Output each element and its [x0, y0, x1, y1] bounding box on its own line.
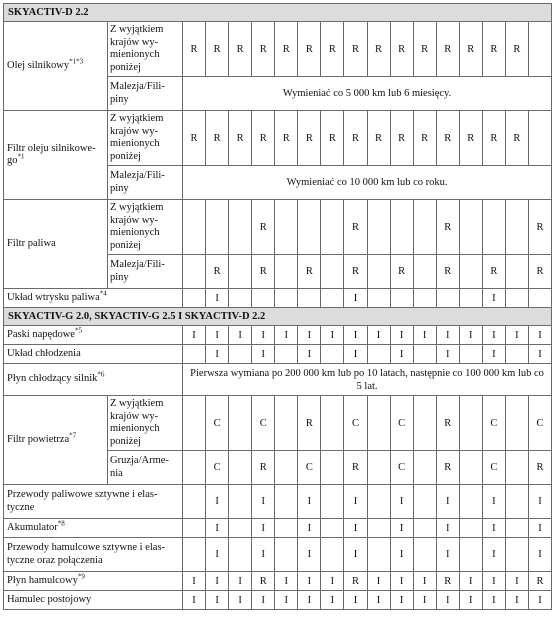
- row-label-text: Układ chłodzenia: [7, 347, 81, 359]
- schedule-cell: [298, 200, 321, 255]
- schedule-cell: R: [344, 22, 367, 77]
- schedule-cell: [367, 255, 390, 289]
- table-row: [4, 538, 552, 572]
- schedule-cell: I: [482, 519, 505, 538]
- schedule-cell: [252, 289, 275, 308]
- row-label-text: Filtr powietrza: [7, 433, 70, 445]
- schedule-cell: I: [390, 591, 413, 610]
- schedule-cell: R: [436, 451, 459, 485]
- schedule-cell: R: [459, 111, 482, 166]
- schedule-cell: I: [229, 591, 252, 610]
- schedule-cell: C: [390, 396, 413, 451]
- schedule-cell: R: [482, 22, 505, 77]
- schedule-cell: I: [367, 591, 390, 610]
- schedule-cell: I: [528, 591, 551, 610]
- schedule-cell: [183, 200, 206, 255]
- schedule-cell: [275, 485, 298, 519]
- schedule-cell: [413, 200, 436, 255]
- table-row: [4, 22, 552, 77]
- row-label-text: Przewody hamulcowe sztywne i elas-tyczne oraz połączenia: [7, 542, 166, 566]
- row-label: [4, 396, 108, 485]
- schedule-cell: [459, 289, 482, 308]
- interval-note: Pierwsza wymiana po 200 000 km lub po 10 latach, następnie co 100 000 km lub co 5 lat.: [183, 364, 552, 396]
- region-label: Malezja/Fili-piny: [108, 166, 183, 200]
- schedule-cell: R: [436, 396, 459, 451]
- schedule-cell: R: [298, 22, 321, 77]
- schedule-cell: [321, 289, 344, 308]
- schedule-cell: [321, 519, 344, 538]
- schedule-cell: R: [436, 255, 459, 289]
- schedule-cell: R: [252, 22, 275, 77]
- schedule-cell: R: [252, 111, 275, 166]
- schedule-cell: I: [275, 572, 298, 591]
- schedule-cell: I: [390, 519, 413, 538]
- schedule-cell: R: [183, 22, 206, 77]
- schedule-cell: I: [390, 485, 413, 519]
- schedule-cell: [505, 485, 528, 519]
- schedule-cell: [367, 519, 390, 538]
- schedule-cell: [528, 289, 551, 308]
- schedule-cell: R: [528, 451, 551, 485]
- footnote-marker: *7: [69, 431, 77, 440]
- schedule-cell: [367, 289, 390, 308]
- schedule-cell: [229, 538, 252, 572]
- schedule-cell: I: [482, 326, 505, 345]
- schedule-cell: I: [344, 485, 367, 519]
- schedule-cell: I: [183, 591, 206, 610]
- schedule-cell: C: [252, 396, 275, 451]
- schedule-cell: R: [252, 451, 275, 485]
- schedule-cell: I: [252, 519, 275, 538]
- schedule-cell: I: [367, 326, 390, 345]
- region-label: Malezja/Fili-piny: [108, 77, 183, 111]
- schedule-cell: R: [436, 111, 459, 166]
- schedule-cell: I: [298, 519, 321, 538]
- schedule-cell: R: [252, 572, 275, 591]
- schedule-cell: I: [206, 519, 229, 538]
- schedule-cell: I: [344, 591, 367, 610]
- schedule-cell: I: [482, 485, 505, 519]
- schedule-cell: R: [436, 200, 459, 255]
- schedule-cell: C: [482, 396, 505, 451]
- footnote-marker: *5: [74, 326, 82, 335]
- schedule-cell: [229, 345, 252, 364]
- table-row: [4, 364, 552, 396]
- schedule-cell: R: [321, 111, 344, 166]
- schedule-cell: R: [390, 22, 413, 77]
- schedule-cell: I: [436, 485, 459, 519]
- region-label: Z wyjątkiem krajów wy-mienionych poniżej: [108, 200, 183, 255]
- schedule-cell: [229, 519, 252, 538]
- schedule-cell: [321, 538, 344, 572]
- schedule-cell: [505, 451, 528, 485]
- schedule-cell: I: [252, 345, 275, 364]
- schedule-cell: [275, 451, 298, 485]
- schedule-cell: R: [436, 572, 459, 591]
- schedule-cell: R: [275, 22, 298, 77]
- schedule-cell: [183, 485, 206, 519]
- schedule-cell: I: [390, 538, 413, 572]
- schedule-cell: I: [459, 326, 482, 345]
- row-label-text: Płyn hamulcowy: [7, 574, 78, 586]
- table-row: [4, 200, 552, 255]
- schedule-cell: R: [298, 111, 321, 166]
- schedule-cell: I: [413, 591, 436, 610]
- region-label: Gruzja/Arme-nia: [108, 451, 183, 485]
- schedule-cell: [275, 200, 298, 255]
- schedule-cell: [482, 200, 505, 255]
- schedule-cell: [505, 519, 528, 538]
- schedule-cell: I: [344, 345, 367, 364]
- schedule-cell: I: [482, 289, 505, 308]
- row-label-text: Akumulator: [7, 521, 58, 533]
- schedule-cell: [459, 451, 482, 485]
- schedule-cell: I: [459, 572, 482, 591]
- schedule-cell: I: [344, 538, 367, 572]
- schedule-cell: I: [206, 485, 229, 519]
- schedule-cell: [413, 519, 436, 538]
- schedule-cell: [229, 396, 252, 451]
- schedule-cell: [183, 289, 206, 308]
- table-row: [4, 289, 552, 308]
- schedule-cell: [229, 451, 252, 485]
- schedule-cell: I: [436, 591, 459, 610]
- footnote-marker: *9: [77, 572, 85, 581]
- schedule-cell: R: [298, 255, 321, 289]
- region-label: Z wyjątkiem krajów wy-mienionych poniżej: [108, 22, 183, 77]
- schedule-cell: I: [206, 345, 229, 364]
- row-label-text: Paski napędowe: [7, 328, 75, 340]
- schedule-cell: I: [321, 326, 344, 345]
- schedule-cell: [275, 396, 298, 451]
- row-label: [4, 345, 183, 364]
- schedule-cell: [413, 289, 436, 308]
- interval-note: Wymieniać co 5 000 km lub 6 miesięcy.: [183, 77, 552, 111]
- schedule-cell: [505, 345, 528, 364]
- schedule-cell: C: [206, 396, 229, 451]
- schedule-cell: [298, 289, 321, 308]
- schedule-cell: [413, 485, 436, 519]
- schedule-cell: I: [505, 326, 528, 345]
- schedule-cell: [321, 451, 344, 485]
- schedule-cell: R: [413, 111, 436, 166]
- schedule-cell: R: [298, 396, 321, 451]
- row-label: [4, 538, 183, 572]
- schedule-cell: R: [436, 22, 459, 77]
- schedule-cell: I: [390, 345, 413, 364]
- schedule-cell: [505, 396, 528, 451]
- schedule-cell: R: [344, 451, 367, 485]
- schedule-cell: I: [206, 538, 229, 572]
- schedule-cell: [459, 538, 482, 572]
- schedule-cell: I: [528, 519, 551, 538]
- schedule-cell: [229, 485, 252, 519]
- schedule-cell: [367, 396, 390, 451]
- schedule-cell: I: [252, 326, 275, 345]
- schedule-cell: [183, 451, 206, 485]
- schedule-cell: I: [298, 591, 321, 610]
- schedule-cell: R: [344, 200, 367, 255]
- schedule-cell: R: [528, 572, 551, 591]
- schedule-cell: [459, 485, 482, 519]
- region-label: Malezja/Fili-piny: [108, 255, 183, 289]
- schedule-cell: I: [206, 572, 229, 591]
- schedule-cell: [413, 451, 436, 485]
- schedule-cell: I: [298, 572, 321, 591]
- row-label: [4, 111, 108, 200]
- schedule-cell: R: [505, 22, 528, 77]
- table-row: [4, 485, 552, 519]
- schedule-cell: I: [413, 572, 436, 591]
- schedule-cell: [275, 538, 298, 572]
- schedule-cell: [229, 289, 252, 308]
- schedule-cell: I: [298, 485, 321, 519]
- schedule-cell: [367, 538, 390, 572]
- schedule-cell: R: [344, 572, 367, 591]
- schedule-cell: [367, 485, 390, 519]
- row-label: [4, 364, 183, 396]
- schedule-cell: [459, 519, 482, 538]
- region-label: Z wyjątkiem krajów wy-mienionych poniżej: [108, 396, 183, 451]
- maintenance-schedule-table: [3, 3, 552, 610]
- schedule-cell: I: [413, 326, 436, 345]
- schedule-cell: [183, 538, 206, 572]
- schedule-cell: I: [298, 538, 321, 572]
- row-label-text: Hamulec postojowy: [7, 593, 92, 605]
- schedule-cell: [528, 111, 551, 166]
- schedule-cell: [390, 200, 413, 255]
- schedule-cell: R: [390, 111, 413, 166]
- section-title: SKYACTIV-D 2.2: [4, 4, 552, 22]
- schedule-cell: I: [344, 289, 367, 308]
- schedule-cell: R: [229, 22, 252, 77]
- schedule-cell: I: [206, 326, 229, 345]
- schedule-cell: R: [367, 22, 390, 77]
- schedule-cell: I: [390, 572, 413, 591]
- schedule-cell: [459, 345, 482, 364]
- schedule-cell: I: [183, 326, 206, 345]
- schedule-cell: C: [206, 451, 229, 485]
- schedule-cell: I: [206, 591, 229, 610]
- schedule-cell: C: [482, 451, 505, 485]
- footnote-marker: *4: [99, 289, 107, 298]
- schedule-cell: [275, 345, 298, 364]
- footnote-marker: *6: [97, 370, 105, 379]
- table-row: [4, 111, 552, 166]
- schedule-cell: R: [275, 111, 298, 166]
- table-row: [4, 396, 552, 451]
- footnote-marker: *8: [57, 519, 65, 528]
- schedule-cell: R: [252, 200, 275, 255]
- row-label: [4, 326, 183, 345]
- row-label-text: Płyn chłodzący silnik: [7, 373, 98, 385]
- schedule-cell: C: [298, 451, 321, 485]
- schedule-cell: I: [183, 572, 206, 591]
- schedule-cell: [229, 200, 252, 255]
- section-header: [4, 308, 552, 326]
- footnote-marker: *1: [17, 152, 25, 161]
- schedule-cell: [505, 200, 528, 255]
- schedule-cell: [436, 289, 459, 308]
- interval-note: Wymieniać co 10 000 km lub co roku.: [183, 166, 552, 200]
- schedule-cell: [206, 200, 229, 255]
- schedule-cell: [183, 519, 206, 538]
- row-label: [4, 22, 108, 111]
- schedule-cell: I: [482, 591, 505, 610]
- schedule-cell: I: [436, 538, 459, 572]
- schedule-cell: [413, 345, 436, 364]
- schedule-cell: R: [344, 111, 367, 166]
- schedule-cell: [459, 200, 482, 255]
- schedule-cell: I: [505, 572, 528, 591]
- schedule-cell: I: [528, 326, 551, 345]
- schedule-cell: I: [528, 538, 551, 572]
- schedule-cell: C: [528, 396, 551, 451]
- schedule-cell: [321, 485, 344, 519]
- schedule-cell: I: [436, 345, 459, 364]
- schedule-cell: [367, 451, 390, 485]
- schedule-cell: I: [482, 538, 505, 572]
- row-label: [4, 519, 183, 538]
- schedule-cell: [275, 519, 298, 538]
- schedule-cell: I: [528, 485, 551, 519]
- table-row: [4, 345, 552, 364]
- schedule-cell: I: [367, 572, 390, 591]
- row-label-text: Filtr oleju silnikowe-go: [7, 142, 96, 166]
- schedule-cell: C: [344, 396, 367, 451]
- schedule-cell: [321, 345, 344, 364]
- schedule-cell: I: [206, 289, 229, 308]
- schedule-cell: [413, 255, 436, 289]
- schedule-cell: [413, 396, 436, 451]
- schedule-cell: R: [252, 255, 275, 289]
- schedule-cell: R: [482, 255, 505, 289]
- schedule-cell: R: [459, 22, 482, 77]
- schedule-cell: [505, 255, 528, 289]
- schedule-cell: I: [459, 591, 482, 610]
- row-label-text: Przewody paliwowe sztywne i elas-tyczne: [7, 489, 158, 513]
- row-label: [4, 591, 183, 610]
- schedule-cell: [321, 396, 344, 451]
- schedule-cell: [413, 538, 436, 572]
- schedule-cell: [229, 255, 252, 289]
- schedule-cell: [505, 538, 528, 572]
- schedule-cell: [183, 396, 206, 451]
- row-label-text: Układ wtrysku paliwa: [7, 291, 100, 303]
- schedule-cell: I: [321, 572, 344, 591]
- schedule-cell: I: [229, 326, 252, 345]
- footnote-marker: *1*3: [69, 57, 84, 66]
- table-row: [4, 591, 552, 610]
- schedule-cell: [275, 255, 298, 289]
- schedule-cell: C: [390, 451, 413, 485]
- section-title: SKYACTIV-G 2.0, SKYACTIV-G 2.5 I SKYACTIV-D 2.2: [4, 308, 552, 326]
- table-row: [4, 326, 552, 345]
- schedule-cell: [367, 200, 390, 255]
- schedule-cell: [183, 255, 206, 289]
- schedule-cell: R: [183, 111, 206, 166]
- schedule-cell: [459, 255, 482, 289]
- schedule-cell: [321, 255, 344, 289]
- row-label-text: Filtr paliwa: [7, 237, 56, 249]
- schedule-cell: [390, 289, 413, 308]
- schedule-cell: R: [413, 22, 436, 77]
- schedule-cell: I: [298, 326, 321, 345]
- schedule-cell: [505, 289, 528, 308]
- schedule-cell: I: [482, 572, 505, 591]
- row-label: [4, 200, 108, 289]
- schedule-cell: R: [528, 200, 551, 255]
- schedule-cell: R: [321, 22, 344, 77]
- schedule-cell: [275, 289, 298, 308]
- section-header: [4, 4, 552, 22]
- schedule-cell: R: [206, 255, 229, 289]
- schedule-cell: [183, 345, 206, 364]
- schedule-cell: R: [367, 111, 390, 166]
- schedule-cell: I: [298, 345, 321, 364]
- schedule-cell: I: [390, 326, 413, 345]
- schedule-cell: R: [390, 255, 413, 289]
- schedule-cell: I: [252, 538, 275, 572]
- schedule-cell: I: [275, 326, 298, 345]
- table-row: [4, 572, 552, 591]
- schedule-cell: I: [344, 326, 367, 345]
- schedule-cell: R: [344, 255, 367, 289]
- schedule-cell: I: [436, 519, 459, 538]
- schedule-cell: I: [229, 572, 252, 591]
- schedule-cell: R: [206, 22, 229, 77]
- row-label: [4, 572, 183, 591]
- schedule-cell: I: [436, 326, 459, 345]
- schedule-cell: I: [344, 519, 367, 538]
- schedule-cell: R: [229, 111, 252, 166]
- schedule-cell: R: [528, 255, 551, 289]
- schedule-cell: I: [252, 485, 275, 519]
- schedule-cell: R: [206, 111, 229, 166]
- schedule-cell: R: [505, 111, 528, 166]
- schedule-cell: I: [482, 345, 505, 364]
- schedule-cell: I: [275, 591, 298, 610]
- schedule-cell: I: [528, 345, 551, 364]
- row-label: [4, 289, 183, 308]
- schedule-cell: R: [482, 111, 505, 166]
- schedule-cell: I: [252, 591, 275, 610]
- row-label: [4, 485, 183, 519]
- row-label-text: Olej silnikowy: [7, 59, 70, 71]
- schedule-cell: [459, 396, 482, 451]
- region-label: Z wyjątkiem krajów wy-mienionych poniżej: [108, 111, 183, 166]
- schedule-cell: [367, 345, 390, 364]
- schedule-cell: [321, 200, 344, 255]
- schedule-cell: I: [505, 591, 528, 610]
- schedule-cell: I: [321, 591, 344, 610]
- schedule-cell: [528, 22, 551, 77]
- table-row: [4, 519, 552, 538]
